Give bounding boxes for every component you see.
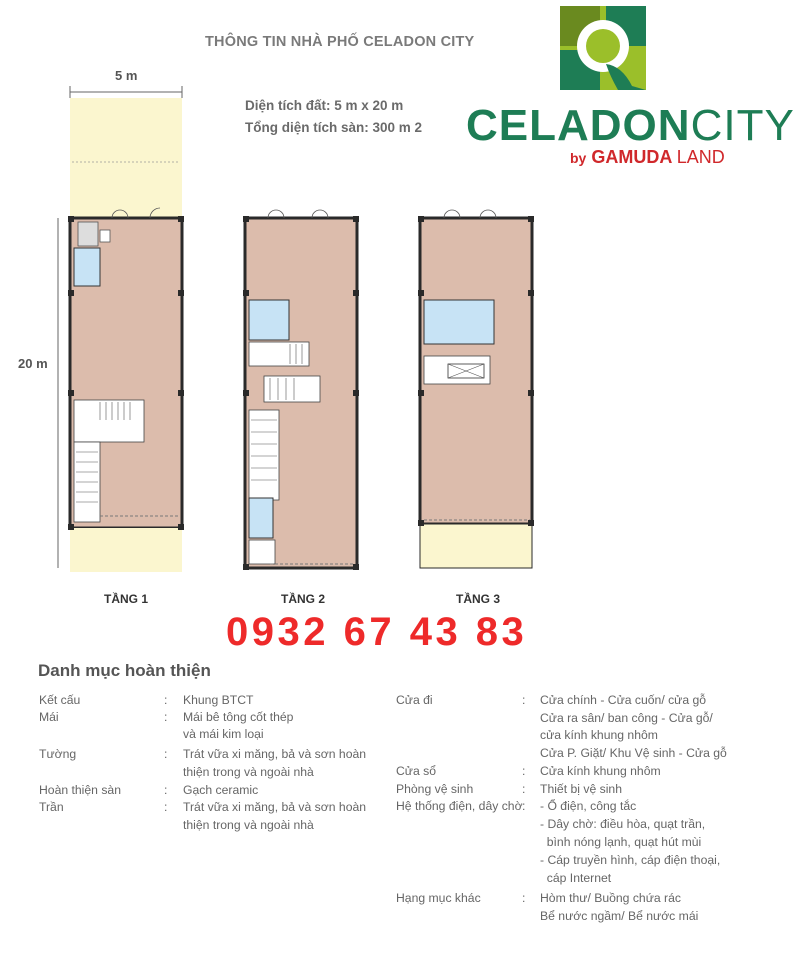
spec-value: Hòm thư/ Buồng chứa rác (540, 891, 681, 905)
spec-value: thiện trong và ngoài nhà (183, 818, 314, 832)
spec-value: Cửa ra sân/ ban công - Cửa gỗ/ (540, 711, 713, 725)
length-dimension-label: 20 m (18, 356, 48, 371)
spec-value: Khung BTCT (183, 693, 254, 707)
spec-label: Kết cấu (39, 693, 81, 707)
spec-value: Bể nước ngầm/ Bể nước mái (540, 909, 699, 923)
spec-value: - Dây chờ: điều hòa, quạt trần, (540, 817, 706, 831)
spec-value: Gạch ceramic (183, 783, 259, 797)
spec-label: Cửa sổ (396, 764, 436, 778)
spec-label: Mái (39, 710, 59, 724)
spec-value: và mái kim loại (183, 727, 264, 741)
phone-number: 0932 67 43 83 (226, 610, 528, 654)
spec-label: Phòng vệ sinh (396, 782, 474, 796)
page-title: THÔNG TIN NHÀ PHỐ CELADON CITY (205, 34, 475, 50)
land-area: Diện tích đất: 5 m x 20 m (245, 98, 404, 113)
width-dimension-label: 5 m (115, 68, 138, 83)
spec-value: Trát vữa xi măng, bả và sơn hoàn (183, 747, 367, 761)
spec-label: Hoàn thiện sàn (39, 783, 121, 797)
spec-label: Hệ thống điện, dây chờ (396, 799, 523, 813)
spec-value: cáp Internet (540, 871, 612, 885)
spec-value: - Ổ điện, công tắc (540, 799, 637, 813)
floor-1-label: TẦNG 1 (104, 592, 149, 606)
spec-value: bình nóng lạnh, quạt hút mùi (540, 835, 702, 849)
spec-value: - Cáp truyền hình, cáp điện thoại, (540, 853, 721, 867)
floor-3-label: TẦNG 3 (456, 592, 501, 606)
spec-value: Trát vữa xi măng, bả và sơn hoàn (183, 800, 367, 814)
celadon-city-logo: CELADONCITY (466, 101, 795, 150)
spec-value: Cửa chính - Cửa cuốn/ cửa gỗ (540, 693, 707, 707)
gamuda-land-logo: by GAMUDA LAND (570, 147, 725, 167)
spec-value: Cửa kính khung nhôm (540, 764, 661, 778)
finishes-list: Kết cấu : Khung BTCT Mái : Mái bê tông cốt thép và mái kim loại Tường : Trát vữa xi măng, bả và sơn hoàn thiện trong và ngoài nhà Hoàn thiện sàn : Gạch ceramic Trần : Trát vữa xi măng, bả và sơn hoàn thiện trong và ngoài nhà Cửa đi : Cửa chính - Cửa cuốn/ cửa gỗ Cửa ra sân/ ban công - Cửa gỗ/ cửa kính khung nhôm Cửa P. Giặt/ Khu Vệ sinh - Cửa gỗ Cửa sổ : Cửa kính khung nhôm Phòng vệ sinh : Thiết bị vệ sinh Hệ thống điện, dây chờ : - Ổ điện, công tắc - Dây chờ: điều hòa, quạt trần, bình nóng lạnh, quạt hút mùi - Cáp truyền hình, cáp điện thoại, cáp Internet Hạng mục khác : Hòm thư/ Buồng chứa rác Bể nước ngầm/ Bể nước mái (0, 0, 767, 960)
spec-value: Cửa P. Giặt/ Khu Vệ sinh - Cửa gỗ (540, 746, 727, 760)
spec-value: thiện trong và ngoài nhà (183, 765, 314, 779)
floor-2-label: TẦNG 2 (281, 592, 326, 606)
floor-area: Tổng diện tích sàn: 300 m 2 (245, 120, 423, 135)
spec-label: Cửa đi (396, 693, 433, 707)
spec-value: Thiết bị vệ sinh (540, 782, 622, 796)
spec-label: Tường (39, 747, 77, 761)
spec-label: Hạng mục khác (396, 891, 481, 905)
finishes-heading: Danh mục hoàn thiện (38, 661, 211, 680)
spec-value: Mái bê tông cốt thép (183, 710, 294, 724)
spec-value: cửa kính khung nhôm (540, 728, 658, 742)
spec-label: Trần (39, 800, 64, 814)
